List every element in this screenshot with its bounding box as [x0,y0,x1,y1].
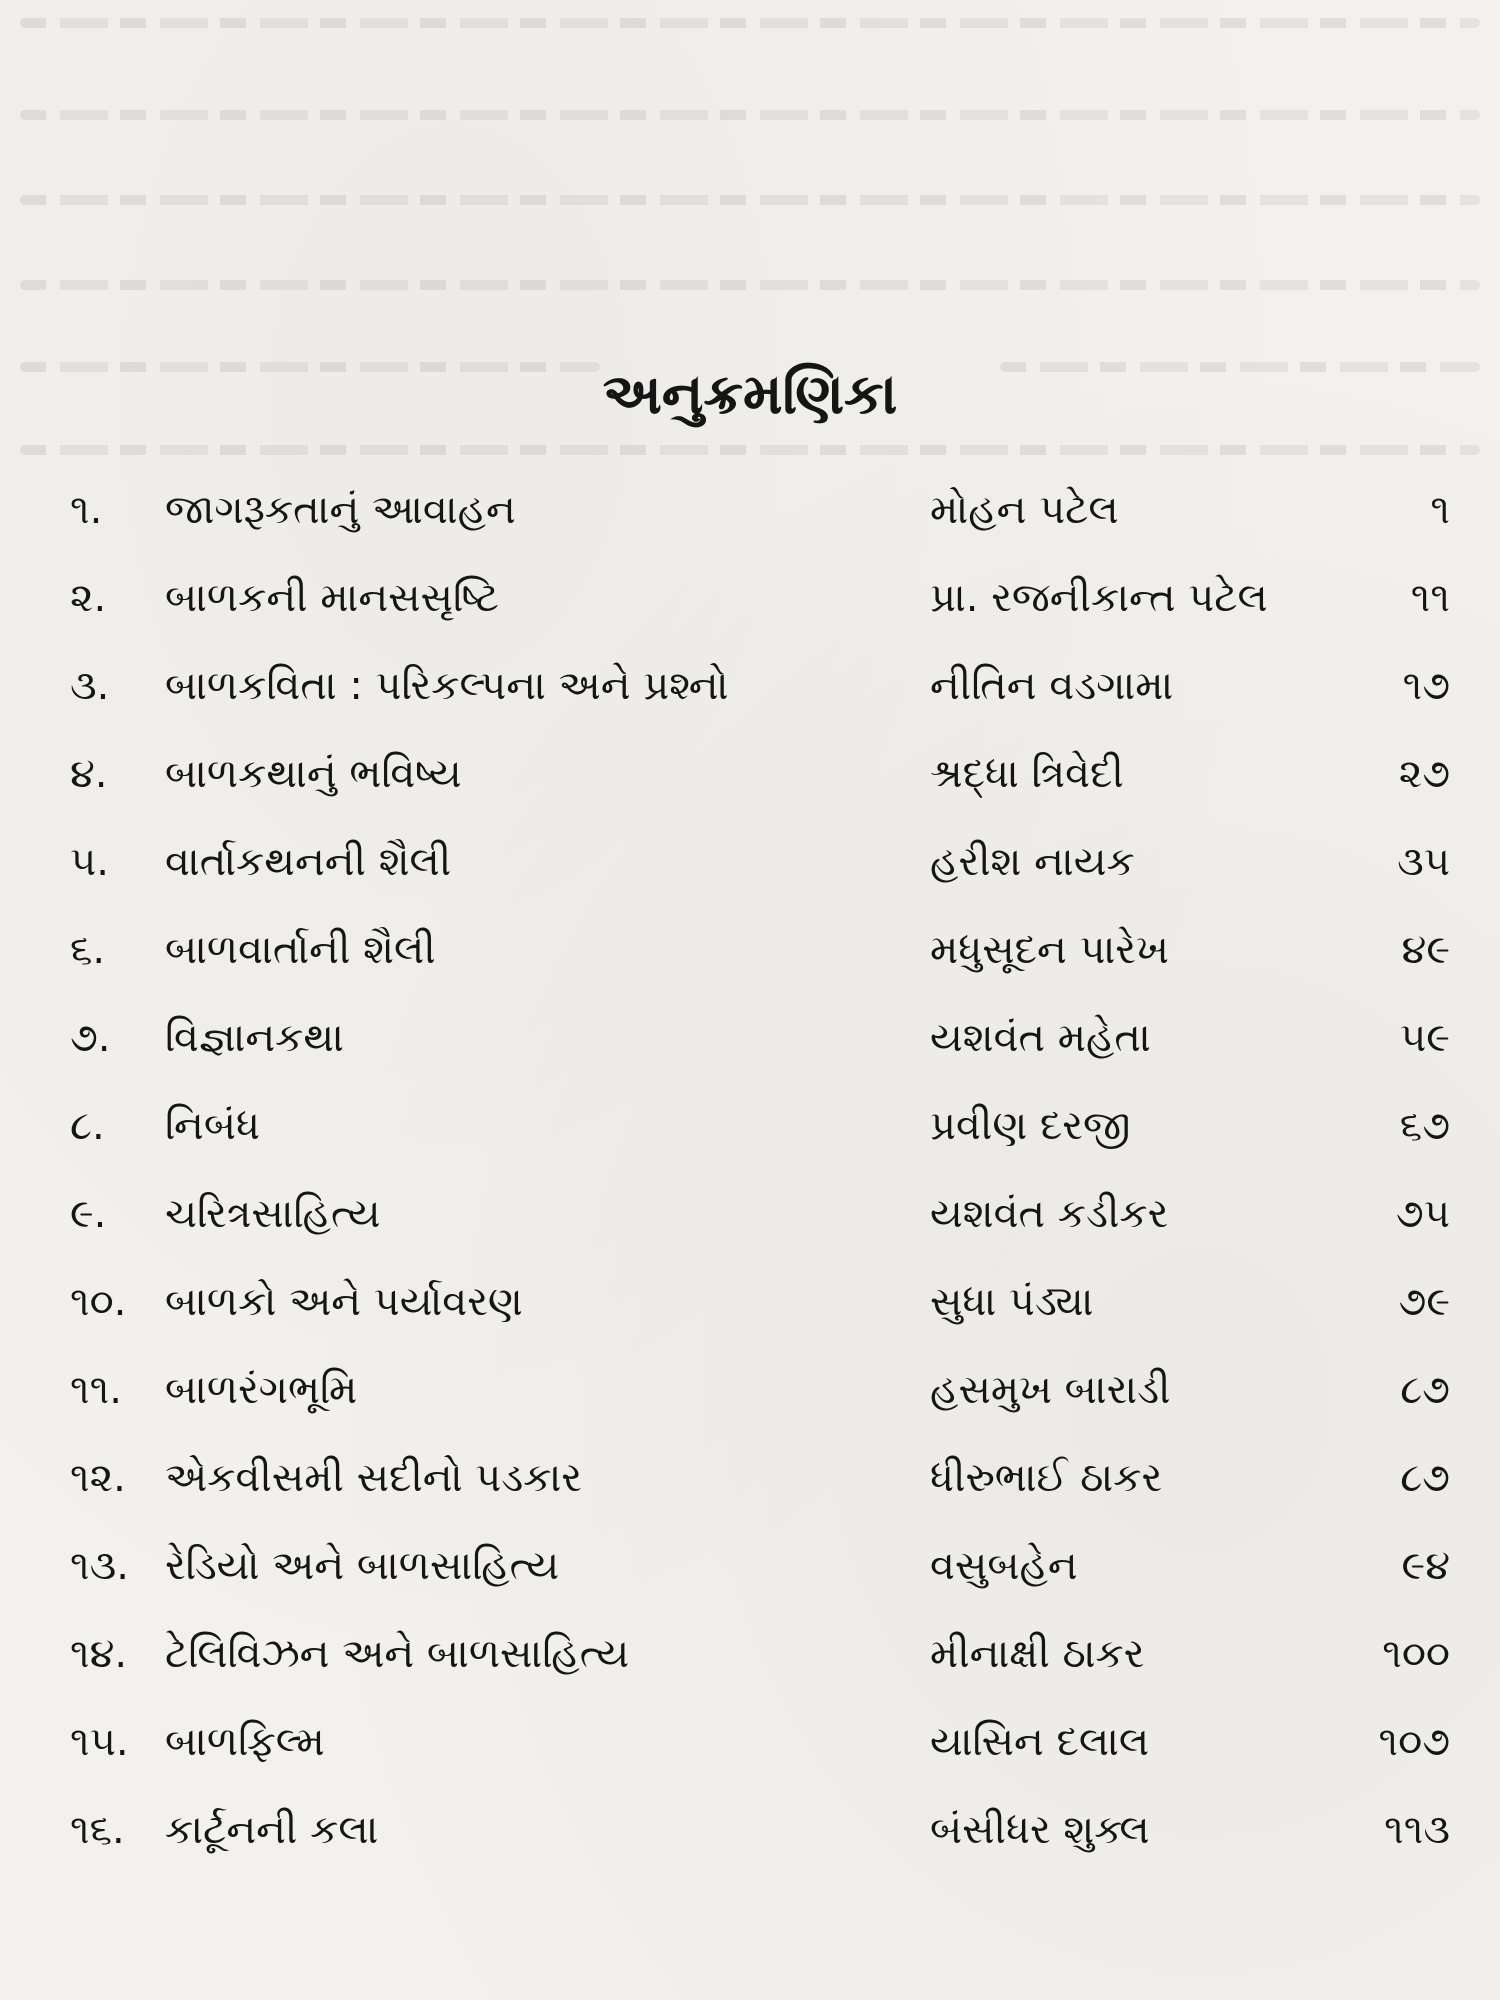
toc-entry [0,998,1500,1078]
entry-title: બાળકવિતા : પરિકલ્પના અને પ્રશ્નો [165,663,729,709]
entry-title: બાળવાર્તાની શૈલી [165,927,436,973]
entry-number: ૫. [70,839,109,885]
entry-number: ૯. [70,1191,107,1237]
entry-number: ૪. [70,751,108,797]
bleed-through-line [20,18,1480,28]
entry-number: ૮. [70,1103,105,1149]
entry-author: ધીરુભાઈ ઠાકર [930,1455,1163,1501]
toc-entry [0,1262,1500,1342]
entry-page-number: ૯૪ [1401,1543,1450,1589]
entry-page-number: ૧૭ [1402,663,1450,709]
entry-title: બાળકથાનું ભવિષ્ય [165,751,462,797]
entry-number: ૧૦. [70,1279,127,1325]
entry-page-number: ૪૯ [1401,927,1450,973]
entry-title: નિબંધ [165,1103,260,1149]
entry-title: બાળફિલ્મ [165,1719,325,1765]
entry-number: ૧૩. [70,1543,129,1589]
bleed-through-line [20,110,1480,120]
entry-page-number: ૩૫ [1397,839,1450,885]
entry-title: બાળકની માનસસૃષ્ટિ [165,575,499,621]
entry-author: યશવંત મહેતા [930,1015,1151,1061]
entry-number: ૧૨. [70,1455,126,1501]
entry-title: એકવીસમી સદીનો પડકાર [165,1455,582,1501]
page-title: અનુક્રમણિકા [602,362,898,427]
entry-page-number: ૮૭ [1400,1367,1450,1413]
entry-page-number: ૧૦૭ [1378,1719,1450,1765]
entry-title: બાળરંગભૂમિ [165,1367,358,1413]
entry-author: સુધા પંડ્યા [930,1279,1094,1325]
entry-author: મોહન પટેલ [930,487,1119,533]
entry-author: નીતિન વડગામા [930,663,1174,709]
entry-author: મધુસૂદન પારેખ [930,927,1169,973]
toc-entry [0,1526,1500,1606]
entry-title: વિજ્ઞાનકથા [165,1015,344,1061]
entry-number: ૨. [70,575,107,621]
entry-author: હરીશ નાયક [930,839,1135,885]
entry-number: ૧૫. [70,1719,129,1765]
entry-title: રેડિયો અને બાળસાહિત્ય [165,1543,560,1589]
toc-entry [0,1350,1500,1430]
entry-author: શ્રદ્ધા ત્રિવેદી [930,751,1124,797]
entry-page-number: ૫૯ [1400,1015,1450,1061]
bleed-through-line [20,280,1480,290]
toc-entry [0,910,1500,990]
entry-author: મીનાક્ષી ઠાકર [930,1631,1145,1677]
entry-page-number: ૧૧૩ [1384,1807,1450,1853]
entry-author: હસમુખ બારાડી [930,1367,1171,1413]
entry-page-number: ૭૯ [1398,1279,1450,1325]
toc-entry [0,1790,1500,1870]
toc-entry [0,646,1500,726]
entry-number: ૧૧. [70,1367,122,1413]
entry-author: વસુબહેન [930,1543,1078,1589]
entry-author: પ્રા. રજનીકાન્ત પટેલ [930,575,1268,621]
toc-entry [0,734,1500,814]
entry-author: બંસીધર શુક્લ [930,1807,1150,1853]
entry-page-number: ૮૭ [1400,1455,1450,1501]
toc-entry [0,1438,1500,1518]
entry-title: કાર્ટૂનની કલા [165,1807,379,1853]
entry-page-number: ૧૧ [1410,575,1450,621]
entry-title: ચરિત્રસાહિત્ય [165,1191,381,1237]
toc-entry [0,470,1500,550]
entry-page-number: ૭૫ [1395,1191,1450,1237]
entry-page-number: ૨૭ [1398,751,1450,797]
entry-page-number: ૧૦૦ [1382,1631,1450,1677]
entry-number: ૧. [70,487,103,533]
bleed-through-line [20,195,1480,205]
entry-title: બાળકો અને પર્યાવરણ [165,1279,523,1325]
entry-author: યશવંત કડીકર [930,1191,1169,1237]
toc-entry [0,1702,1500,1782]
entry-number: ૬. [70,927,106,973]
entry-page-number: ૧ [1430,487,1450,533]
entry-title: વાર્તાકથનની શૈલી [165,839,452,885]
entry-author: યાસિન દલાલ [930,1719,1150,1765]
entry-title: જાગરૂકતાનું આવાહન [165,487,516,533]
entry-number: ૩. [70,663,110,709]
entry-number: ૭. [70,1015,111,1061]
entry-number: ૧૪. [70,1631,128,1677]
entry-title: ટેલિવિઝન અને બાળસાહિત્ય [165,1631,630,1677]
toc-entry [0,1614,1500,1694]
entry-author: પ્રવીણ દરજી [930,1103,1131,1149]
entry-number: ૧૬. [70,1807,125,1853]
toc-entry [0,1086,1500,1166]
entry-page-number: ૬૭ [1399,1103,1450,1149]
bleed-through-line [20,445,1480,455]
toc-entry [0,822,1500,902]
toc-entry [0,1174,1500,1254]
toc-entry [0,558,1500,638]
